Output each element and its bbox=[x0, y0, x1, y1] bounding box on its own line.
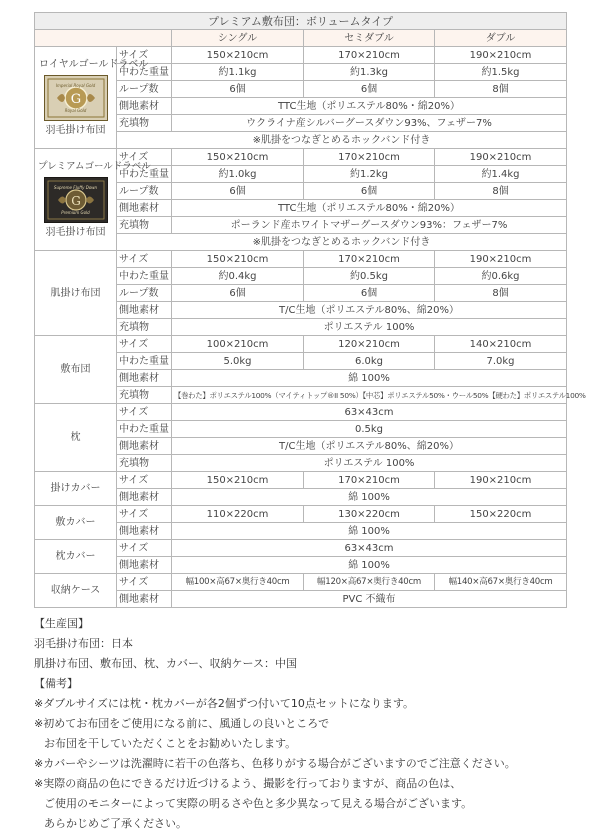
origin-heading: 【生産国】 bbox=[34, 617, 89, 630]
mattress-category: 敷布団 bbox=[35, 336, 117, 404]
cell-value: 6個 bbox=[304, 183, 435, 200]
cell-value: 約1.3kg bbox=[304, 64, 435, 81]
attr-label: ループ数 bbox=[117, 81, 172, 98]
cell-value: 170×210cm bbox=[304, 472, 435, 489]
cell-value: 【巻わた】ポリエステル100%（マイティトップ®II 50%）【中芯】ポリエステル50%・ウール50%【硬わた】ポリエステル100% bbox=[172, 387, 567, 404]
attr-label: 側地素材 bbox=[117, 557, 172, 574]
attr-label: 充填物 bbox=[117, 319, 172, 336]
royal-gold-label: ロイヤルゴールドラベル bbox=[39, 59, 149, 70]
attr-label: サイズ bbox=[117, 47, 172, 64]
attr-label: 中わた重量 bbox=[117, 353, 172, 370]
premium-badge-top-text: Supreme Fluffy Down bbox=[53, 185, 98, 190]
attr-label: サイズ bbox=[117, 472, 172, 489]
cell-value: 約1.4kg bbox=[435, 166, 567, 183]
size-header-semidouble: セミダブル bbox=[304, 30, 435, 47]
attr-label: 側地素材 bbox=[117, 370, 172, 387]
cell-value: TTC生地（ポリエステル80%・綿20%） bbox=[172, 98, 567, 115]
cell-value: 幅120×高67×奥行き40cm bbox=[304, 574, 435, 591]
attr-label: 中わた重量 bbox=[117, 166, 172, 183]
attr-label: サイズ bbox=[117, 540, 172, 557]
cell-value: 約0.6kg bbox=[435, 268, 567, 285]
cell-value: 綿 100% bbox=[172, 489, 567, 506]
cell-value: 190×210cm bbox=[435, 47, 567, 64]
remark-line: お布団を干していただくことをお勧めいたします。 bbox=[44, 737, 297, 750]
cell-value: 5.0kg bbox=[172, 353, 304, 370]
svg-text:G: G bbox=[70, 92, 81, 107]
spec-table bbox=[34, 12, 586, 608]
cell-value: 綿 100% bbox=[172, 523, 567, 540]
attr-label: サイズ bbox=[117, 251, 172, 268]
pillow-category: 枕 bbox=[35, 404, 117, 472]
pillow-cover-category: 枕カバー bbox=[35, 540, 117, 574]
attr-label: サイズ bbox=[117, 506, 172, 523]
cell-value: 幅140×高67×奥行き40cm bbox=[435, 574, 567, 591]
size-header-row bbox=[35, 30, 567, 47]
origin-line: 羽毛掛け布団：日本 bbox=[34, 637, 133, 650]
cell-value: PVC 不織布 bbox=[172, 591, 567, 608]
storage-case-category: 収納ケース bbox=[35, 574, 117, 608]
cell-value: 120×210cm bbox=[304, 336, 435, 353]
attr-label: 中わた重量 bbox=[117, 268, 172, 285]
attr-label: サイズ bbox=[117, 404, 172, 421]
cell-value: 8個 bbox=[435, 81, 567, 98]
attr-label: ループ数 bbox=[117, 183, 172, 200]
cell-value: 綿 100% bbox=[172, 370, 567, 387]
premium-note: ※肌掛をつなぎとめるホックバンド付き bbox=[117, 234, 567, 251]
attr-label: 充填物 bbox=[117, 217, 172, 234]
premium-badge-bottom-text: Premium Gold bbox=[61, 210, 90, 215]
attr-label: 側地素材 bbox=[117, 591, 172, 608]
cell-value: 150×210cm bbox=[172, 149, 304, 166]
attr-label: 充填物 bbox=[117, 455, 172, 472]
attr-label: 充填物 bbox=[117, 115, 172, 132]
attr-label: サイズ bbox=[117, 149, 172, 166]
attr-label: 充填物 bbox=[117, 387, 172, 404]
attr-label: 側地素材 bbox=[117, 523, 172, 540]
attr-label: 側地素材 bbox=[117, 200, 172, 217]
cell-value: 150×220cm bbox=[435, 506, 567, 523]
attr-label: 側地素材 bbox=[117, 98, 172, 115]
svg-text:G: G bbox=[70, 194, 81, 208]
cell-value: 150×210cm bbox=[172, 472, 304, 489]
cell-value: 6個 bbox=[304, 285, 435, 302]
cell-value: 約0.5kg bbox=[304, 268, 435, 285]
cell-value: 63×43cm bbox=[172, 540, 567, 557]
cell-value: 幅100×高67×奥行き40cm bbox=[172, 574, 304, 591]
cell-value: 8個 bbox=[435, 285, 567, 302]
attr-label: サイズ bbox=[117, 336, 172, 353]
cell-value: 190×210cm bbox=[435, 149, 567, 166]
cell-value: 8個 bbox=[435, 183, 567, 200]
cell-value: 6個 bbox=[172, 183, 304, 200]
cell-value: 6個 bbox=[304, 81, 435, 98]
cell-value: 6.0kg bbox=[304, 353, 435, 370]
attr-label: サイズ bbox=[117, 574, 172, 591]
cell-value: ポリエステル 100% bbox=[172, 455, 567, 472]
attr-label: 側地素材 bbox=[117, 489, 172, 506]
remark-line: ※実際の商品の色にできるだけ近づけるよう、撮影を行っておりますが、商品の色は、 bbox=[34, 777, 462, 790]
royal-note: ※肌掛をつなぎとめるホックバンド付き bbox=[117, 132, 567, 149]
cell-value: 綿 100% bbox=[172, 557, 567, 574]
cell-value: 110×220cm bbox=[172, 506, 304, 523]
cell-value: 170×210cm bbox=[304, 47, 435, 64]
attr-label: ループ数 bbox=[117, 285, 172, 302]
cell-value: 約1.2kg bbox=[304, 166, 435, 183]
cell-value: 150×210cm bbox=[172, 47, 304, 64]
cell-value: 190×210cm bbox=[435, 251, 567, 268]
royal-gold-subtitle: 羽毛掛け布団 bbox=[45, 125, 106, 136]
attr-label: 中わた重量 bbox=[117, 64, 172, 81]
cell-value: TTC生地（ポリエステル80%・綿20%） bbox=[172, 200, 567, 217]
cell-value: 100×210cm bbox=[172, 336, 304, 353]
cell-value: 190×210cm bbox=[435, 472, 567, 489]
size-header-double: ダブル bbox=[435, 30, 567, 47]
cell-value: ウクライナ産シルバーグースダウン93%、フェザー7% bbox=[172, 115, 567, 132]
remarks-heading: 【備考】 bbox=[34, 677, 78, 690]
cell-value: ポーランド産ホワイトマザーグースダウン93%：フェザー7% bbox=[172, 217, 567, 234]
remark-line: ※カバーやシーツは洗濯時に若干の色落ち、色移りがする場合がございますのでご注意ください。 bbox=[34, 757, 516, 770]
sheet-cover-category: 敷カバー bbox=[35, 506, 117, 540]
cell-value: 130×220cm bbox=[304, 506, 435, 523]
cell-value: 140×210cm bbox=[435, 336, 567, 353]
size-header-single: シングル bbox=[172, 30, 304, 47]
attr-label: 側地素材 bbox=[117, 438, 172, 455]
cell-value: 約0.4kg bbox=[172, 268, 304, 285]
royal-badge-bottom-text: Royal Gold bbox=[64, 108, 87, 113]
cell-value: 170×210cm bbox=[304, 251, 435, 268]
premium-gold-label: プレミアムゴールドラベル bbox=[38, 161, 151, 172]
cell-value: 6個 bbox=[172, 81, 304, 98]
cell-value: 約1.0kg bbox=[172, 166, 304, 183]
cell-value: 約1.1kg bbox=[172, 64, 304, 81]
royal-badge-top-text: Imperial Royal Gold bbox=[55, 83, 96, 88]
cover-category: 掛けカバー bbox=[35, 472, 117, 506]
remark-line: ご使用のモニターによって実際の明るさや色と多少異なって見える場合がございます。 bbox=[44, 797, 473, 810]
light-comforter-category: 肌掛け布団 bbox=[35, 251, 117, 336]
cell-value: 6個 bbox=[172, 285, 304, 302]
remark-line: ※初めてお布団をご使用になる前に、風通しの良いところで bbox=[34, 717, 330, 730]
royal-gold-badge-image bbox=[44, 75, 108, 121]
attr-label: 側地素材 bbox=[117, 302, 172, 319]
remark-line: ※ダブルサイズには枕・枕カバーが各2個ずつ付いて10点セットになります。 bbox=[34, 697, 415, 710]
notes-section bbox=[34, 614, 516, 834]
cell-value: 150×210cm bbox=[172, 251, 304, 268]
cell-value: T/C生地（ポリエステル80%、綿20%） bbox=[172, 438, 567, 455]
cell-value: T/C生地（ポリエステル80%、綿20%） bbox=[172, 302, 567, 319]
cell-value: 63×43cm bbox=[172, 404, 567, 421]
cell-value: 約1.5kg bbox=[435, 64, 567, 81]
cell-value: 7.0kg bbox=[435, 353, 567, 370]
origin-line: 肌掛け布団、敷布団、枕、カバー、収納ケース：中国 bbox=[34, 657, 298, 670]
cell-value: ポリエステル 100% bbox=[172, 319, 567, 336]
attr-label: 中わた重量 bbox=[117, 421, 172, 438]
premium-gold-badge-image bbox=[44, 177, 108, 223]
cell-value: 170×210cm bbox=[304, 149, 435, 166]
premium-gold-subtitle: 羽毛掛け布団 bbox=[45, 227, 106, 238]
table-title: プレミアム敷布団：ボリュームタイプ bbox=[35, 13, 567, 30]
remark-line: あらかじめご了承ください。 bbox=[44, 817, 187, 830]
cell-value: 0.5kg bbox=[172, 421, 567, 438]
